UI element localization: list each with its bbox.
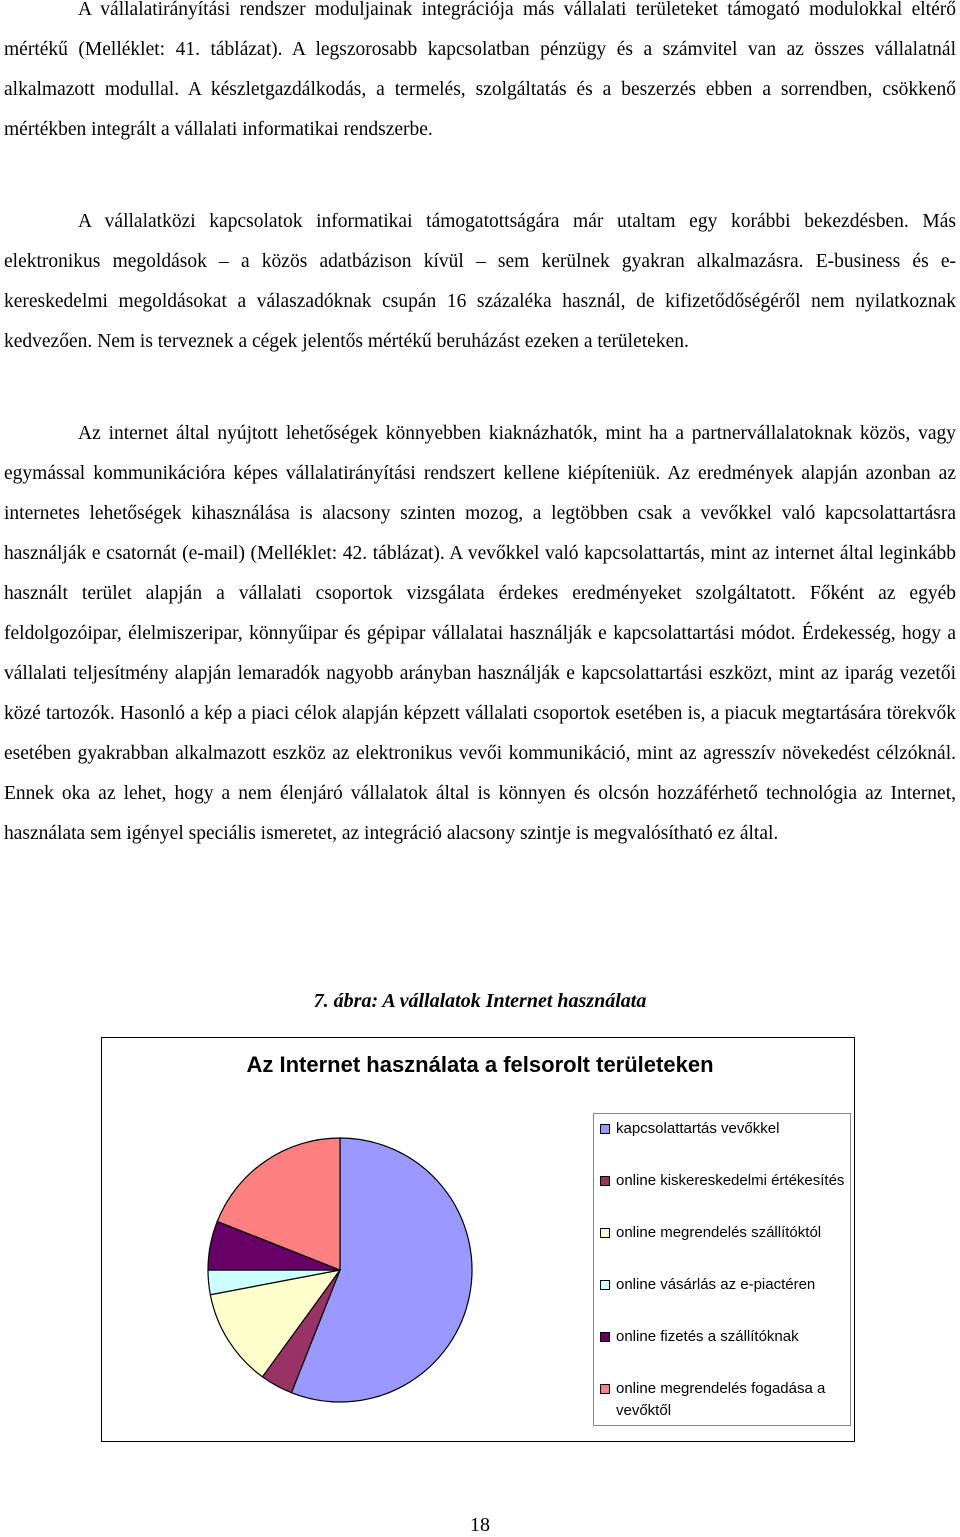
legend-swatch <box>600 1124 610 1134</box>
pie-chart <box>190 1120 490 1420</box>
legend-label: online kiskereskedelmi értékesítés <box>616 1172 845 1189</box>
legend-swatch <box>600 1280 610 1290</box>
paragraph-3: Az internet által nyújtott lehetőségek könnyebben kiaknázhatók, mint ha a partnervállalatoknak közös, vagy egymással kommunikációra képes vállalatirányítási rendszert kellene kiépíteniük. Az eredmények alapján azonban az internetes lehetőségek kihasználása is alacsony szinten mozog, a legtöbben csak a vevőkkel való kapcsolattartásra használják e csatornát (e-mail) (Melléklet: 42. táblázat). A vevőkkel való kapcsolattartás, mint az internet által leginkább használt terület alapján a vállalati csoportok vizsgálata érdekes eredményeket szolgáltatott. Főként az egyéb feldolgozóipar, élelmiszeripar, könnyűipar és gépipar vállalatai használják e kapcsolattartási módot. Érdekesség, hogy a vállalati teljesítmény alapján lemaradók nagyobb arányban használják e kapcsolattartási eszközt, mint az iparág vezetői közé tartozók. Hasonló a kép a piaci célok alapján képzett vállalati csoportok esetében is, a piacuk megtartására törekvők esetében gyakrabban alkalmazott eszköz az elektronikus vevői kommunikáció, mint az agresszív növekedést célzóknál. Ennek oka az lehet, hogy a nem élenjáró vállalatok által is könnyen és olcsón hozzáférhető technológia az Internet, használata sem igényel speciális ismeretet, az integráció alacsony szintje is megvalósítható ez által. <box>4 423 956 844</box>
paragraph-2: A vállalatközi kapcsolatok informatikai támogatottságára már utaltam egy korábbi bekezdésben. Más elektronikus megoldások – a közös adatbázison kívül – sem kerülnek gyakran alkalmazásra. E-business és e-kereskedelmi megoldásokat a válaszadóknak csupán 16 százaléka használ, de kifizetődőségéről nem nyilatkoznak kedvezően. Nem is terveznek a cégek jelentős mértékű beruházást ezeken a területeken. <box>4 211 956 352</box>
legend-swatch <box>600 1332 610 1342</box>
legend-label: online fizetés a szállítóknak <box>616 1328 799 1345</box>
legend-label: online megrendelés fogadása a vevőktől <box>616 1380 826 1419</box>
legend-label: kapcsolattartás vevőkkel <box>616 1120 780 1137</box>
figure-caption: 7. ábra: A vállalatok Internet használata <box>313 990 647 1012</box>
page-number: 18 <box>470 1514 490 1536</box>
legend-swatch <box>600 1228 610 1238</box>
legend-swatch <box>600 1384 610 1394</box>
legend-label: online megrendelés szállítóktól <box>616 1224 822 1241</box>
paragraph-1: A vállalatirányítási rendszer moduljainak integrációja más vállalati területeket támogató modulokkal eltérő mértékű (Melléklet: 41. táblázat). A legszorosabb kapcsolatban pénzügy és a számvitel van az összes vállalatnál alkalmazott modullal. A készletgazdálkodás, a termelés, szolgáltatás és a beszerzés ebben a sorrendben, csökkenő mértékben integrált a vállalati informatikai rendszerbe. <box>4 0 956 140</box>
legend-swatch <box>600 1176 610 1186</box>
chart-legend <box>593 1113 851 1426</box>
chart-title: Az Internet használata a felsorolt területeken <box>246 1052 714 1077</box>
legend-label: online vásárlás az e-piactéren <box>616 1276 816 1293</box>
